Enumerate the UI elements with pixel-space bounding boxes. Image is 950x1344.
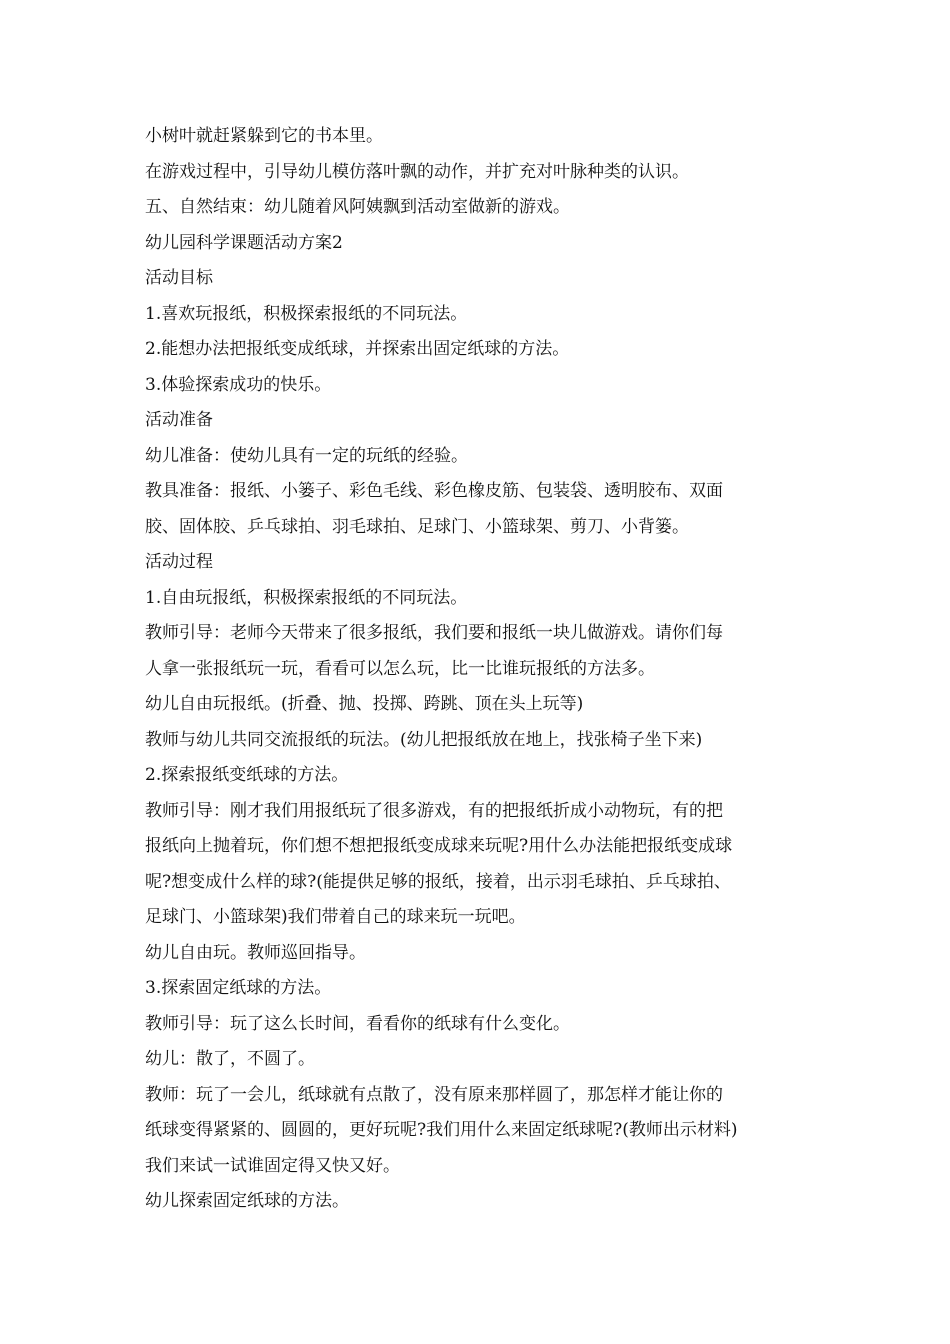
section-heading: 活动准备 <box>145 410 213 430</box>
text-line: 教具准备：报纸、小篓子、彩色毛线、彩色橡皮筋、包装袋、透明胶布、双面 <box>145 481 723 501</box>
text-line: 胶、固体胶、乒乓球拍、羽毛球拍、足球门、小篮球架、剪刀、小背篓。 <box>145 516 689 537</box>
text-line: 小树叶就赶紧躲到它的书本里。 <box>145 126 383 146</box>
text-line: 幼儿自由玩。教师巡回指导。 <box>145 942 366 963</box>
text-line: 幼儿自由玩报纸。(折叠、抛、投掷、跨跳、顶在头上玩等) <box>145 694 584 714</box>
text-line: 幼儿探索固定纸球的方法。 <box>145 1191 349 1211</box>
text-line: 教师引导：刚才我们用报纸玩了很多游戏，有的把报纸折成小动物玩，有的把 <box>145 800 723 821</box>
text-line: 教师引导：老师今天带来了很多报纸，我们要和报纸一块儿做游戏。请你们每 <box>145 623 723 643</box>
document-page <box>145 119 810 1220</box>
text-line: 2.能想办法把报纸变成纸球，并探索出固定纸球的方法。 <box>145 339 570 359</box>
text-line: 3.体验探索成功的快乐。 <box>145 374 332 395</box>
section-title: 幼儿园科学课题活动方案2 <box>145 232 343 253</box>
text-line: 教师与幼儿共同交流报纸的玩法。(幼儿把报纸放在地上，找张椅子坐下来) <box>145 729 703 750</box>
section-heading: 活动过程 <box>145 552 213 572</box>
text-line: 五、自然结束：幼儿随着风阿姨飘到活动室做新的游戏。 <box>145 197 570 217</box>
text-line: 我们来试一试谁固定得又快又好。 <box>145 1155 400 1176</box>
text-line: 纸球变得紧紧的、圆圆的，更好玩呢?我们用什么来固定纸球呢?(教师出示材料) <box>145 1120 738 1140</box>
text-line: 在游戏过程中，引导幼儿模仿落叶飘的动作，并扩充对叶脉种类的认识。 <box>145 161 689 182</box>
section-heading: 活动目标 <box>145 268 213 288</box>
text-line: 人拿一张报纸玩一玩，看看可以怎么玩，比一比谁玩报纸的方法多。 <box>145 658 655 679</box>
text-line: 足球门、小篮球架)我们带着自己的球来玩一玩吧。 <box>145 907 526 927</box>
text-line: 3.探索固定纸球的方法。 <box>145 978 332 998</box>
text-line: 教师引导：玩了这么长时间，看看你的纸球有什么变化。 <box>145 1013 570 1034</box>
text-line: 教师：玩了一会儿，纸球就有点散了，没有原来那样圆了，那怎样才能让你的 <box>145 1084 723 1105</box>
text-line: 2.探索报纸变纸球的方法。 <box>145 765 349 785</box>
text-line: 1.自由玩报纸，积极探索报纸的不同玩法。 <box>145 587 468 608</box>
text-line: 报纸向上抛着玩，你们想不想把报纸变成球来玩呢?用什么办法能把报纸变成球 <box>145 836 733 856</box>
text-line: 幼儿准备：使幼儿具有一定的玩纸的经验。 <box>145 445 468 466</box>
text-line: 呢?想变成什么样的球?(能提供足够的报纸，接着，出示羽毛球拍、乒乓球拍、 <box>145 871 731 892</box>
text-line: 1.喜欢玩报纸，积极探索报纸的不同玩法。 <box>145 303 468 324</box>
text-line: 幼儿：散了，不圆了。 <box>145 1049 315 1069</box>
